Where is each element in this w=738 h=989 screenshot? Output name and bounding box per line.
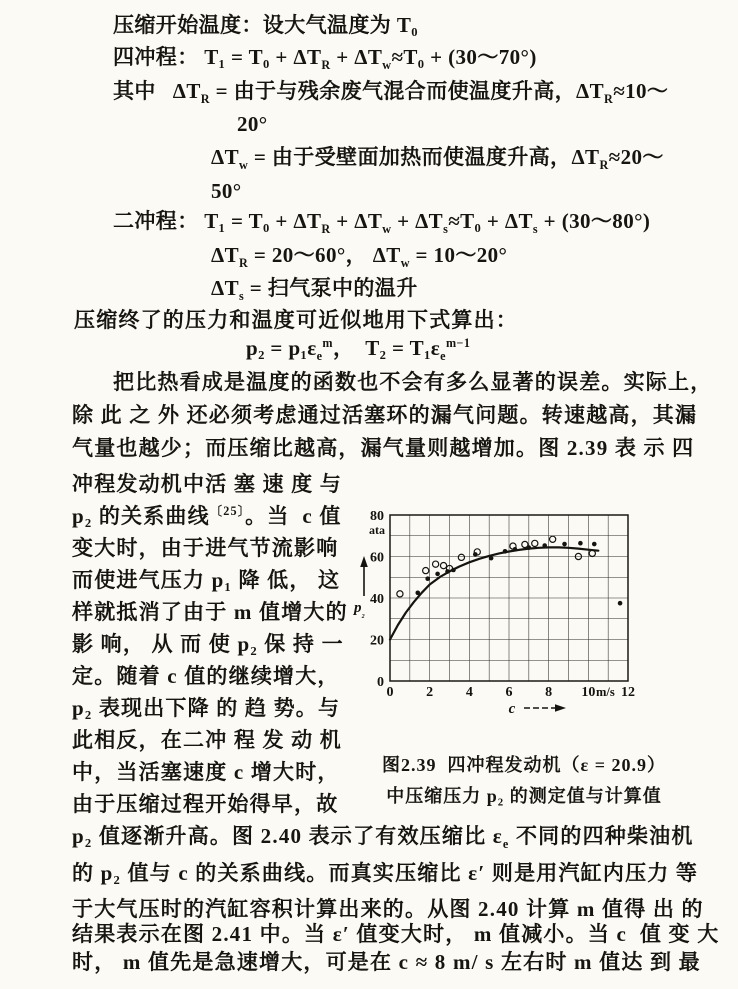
- chart-y-axis-label: $p_{_2}$: [354, 600, 365, 619]
- figure-chart-svg: [350, 498, 698, 720]
- chart-grid: [390, 515, 628, 681]
- chart-curve-calculated: [390, 547, 598, 639]
- formula-line-four-stroke: 四冲程： $T_1 = T_0 + \Delta T_R + \Delta T_w\approx T_0$ + (30～70°): [113, 45, 537, 73]
- chart-y-tick-label: 40: [370, 592, 384, 607]
- figure-2-39: [350, 498, 698, 720]
- left-column-line-5: 样就抵消了由于 m 值增大的: [72, 600, 348, 624]
- formula-line-delta-tr-def: 其中 $\Delta T_R$ = 由于与残余废气混合而使温度升高，$\Delta T_R\approx 10\sim$: [113, 79, 669, 107]
- chart-x-tick-label: 12: [621, 685, 635, 700]
- paragraph2-line-4: 结果表示在图 2.41 中。当 ε′ 值变大时， m 值减小。当 c 值 变 大: [72, 922, 720, 946]
- chart-x-axis-arrowhead: [555, 704, 566, 712]
- chart-y-unit-label: ata: [369, 523, 385, 537]
- formula-line-20deg: 20°: [237, 112, 268, 136]
- left-column-line-11: 由于压缩过程开始得早，故: [72, 792, 339, 816]
- chart-y-tick-label: 20: [370, 633, 384, 649]
- paragraph1-line-2: 除 此 之 外 还必须考虑通过活塞环的漏气问题。转速越高，其漏: [72, 403, 698, 427]
- left-column-line-2: p₂ 的关系曲线$^{〔25〕}$。当 c 值: [72, 504, 342, 528]
- paragraph2-line-2: 的 p₂ 值与 c 的关系曲线。而真实压缩比 ε′ 则是用汽缸内压力 等: [72, 861, 699, 885]
- paragraph1-line-3: 气量也越少；而压缩比越高，漏气量则越增加。图 2.39 表 示 四: [72, 436, 695, 460]
- paragraph2-line-1: p₂ 值逐渐升高。图 2.40 表示了有效压缩比 $\varepsilon_e$ 不同的四种柴油机: [72, 824, 694, 852]
- chart-x-tick-label: 4: [465, 685, 473, 700]
- chart-y-tick-label: 0: [377, 675, 384, 690]
- chart-y-axis-arrowhead: [360, 556, 368, 567]
- chart-x-tick-label: 6: [505, 685, 513, 700]
- left-column-line-8: p₂ 表现出下降 的 趋 势。与: [72, 696, 341, 720]
- formula-line-delta-tw-def: $\Delta T_w$ = 由于受壁面加热而使温度升高，$\Delta T_R\approx 20\sim$: [211, 145, 664, 173]
- left-column-line-1: 冲程发动机中活 塞 速 度 与: [72, 472, 342, 496]
- formula-line-two-stroke: 二冲程： $T_1 = T_0 + \Delta T_R + \Delta T_w + \Delta T_s\approx T_0 + \Delta T_s$ + (30～80°): [113, 209, 651, 237]
- left-column-line-10: 中，当活塞速度 c 增大时，: [72, 760, 340, 784]
- left-column-line-7: 定。随着 c 值的继续增大，: [72, 664, 340, 688]
- left-column-line-9: 此相反，在二冲 程 发 动 机: [72, 728, 342, 752]
- chart-x-tick-label: 2: [426, 685, 434, 700]
- chart-y-tick-label: 60: [370, 550, 384, 566]
- chart-y-tick-label: 80: [370, 509, 384, 524]
- paragraph2-line-3: 于大气压时的汽缸容积计算出来的。从图 2.40 计算 m 值得 出 的: [72, 897, 704, 921]
- figure-caption-line-2: 中压缩压力 p₂ 的测定值与计算值: [386, 786, 662, 806]
- chart-x-tick-label: 8: [545, 685, 553, 700]
- formula-line-50deg: 50°: [211, 179, 242, 203]
- chart-x-tick-label: 0: [386, 685, 394, 700]
- paragraph2-line-5: 时， m 值先是急速增大，可是在 c ≈ 8 m/ s 左右时 m 值达 到 最: [72, 950, 701, 974]
- formula-line-delta-ts-def: $\Delta T_s$ = 扫气泵中的温升: [211, 276, 418, 304]
- formula-line-start-temp: 压缩开始温度：设大气温度为 T₀: [113, 13, 418, 37]
- chart-x-unit-label: m/s: [595, 685, 615, 699]
- chart-x-axis-label: c: [508, 701, 516, 717]
- formula-line-delta-values: $\Delta T_R$ = 20～60°， $\Delta T_w$ = 10～20°: [211, 243, 508, 271]
- left-column-line-3: 变大时，由于进气节流影响: [72, 536, 339, 560]
- formula-line-p2-t2: $p_2 = p_1\varepsilon_e^m$， $T_2 = T_1\varepsilon_e^{m-1}$: [246, 336, 471, 364]
- chart-x-tick-label: 10: [581, 685, 596, 700]
- left-column-line-4: 而使进气压力 p₁ 降 低， 这: [72, 568, 341, 592]
- paragraph1-line-1: 把比热看成是温度的函数也不会有多么显著的误差。实际上，: [113, 370, 713, 394]
- left-column-line-6: 影 响， 从 而 使 p₂ 保 持 一: [72, 632, 344, 656]
- figure-caption-line-1: 图2.39 四冲程发动机（ε = 20.9）: [382, 755, 666, 775]
- body-line-intro-formula: 压缩终了的压力和温度可近似地用下式算出：: [74, 308, 518, 332]
